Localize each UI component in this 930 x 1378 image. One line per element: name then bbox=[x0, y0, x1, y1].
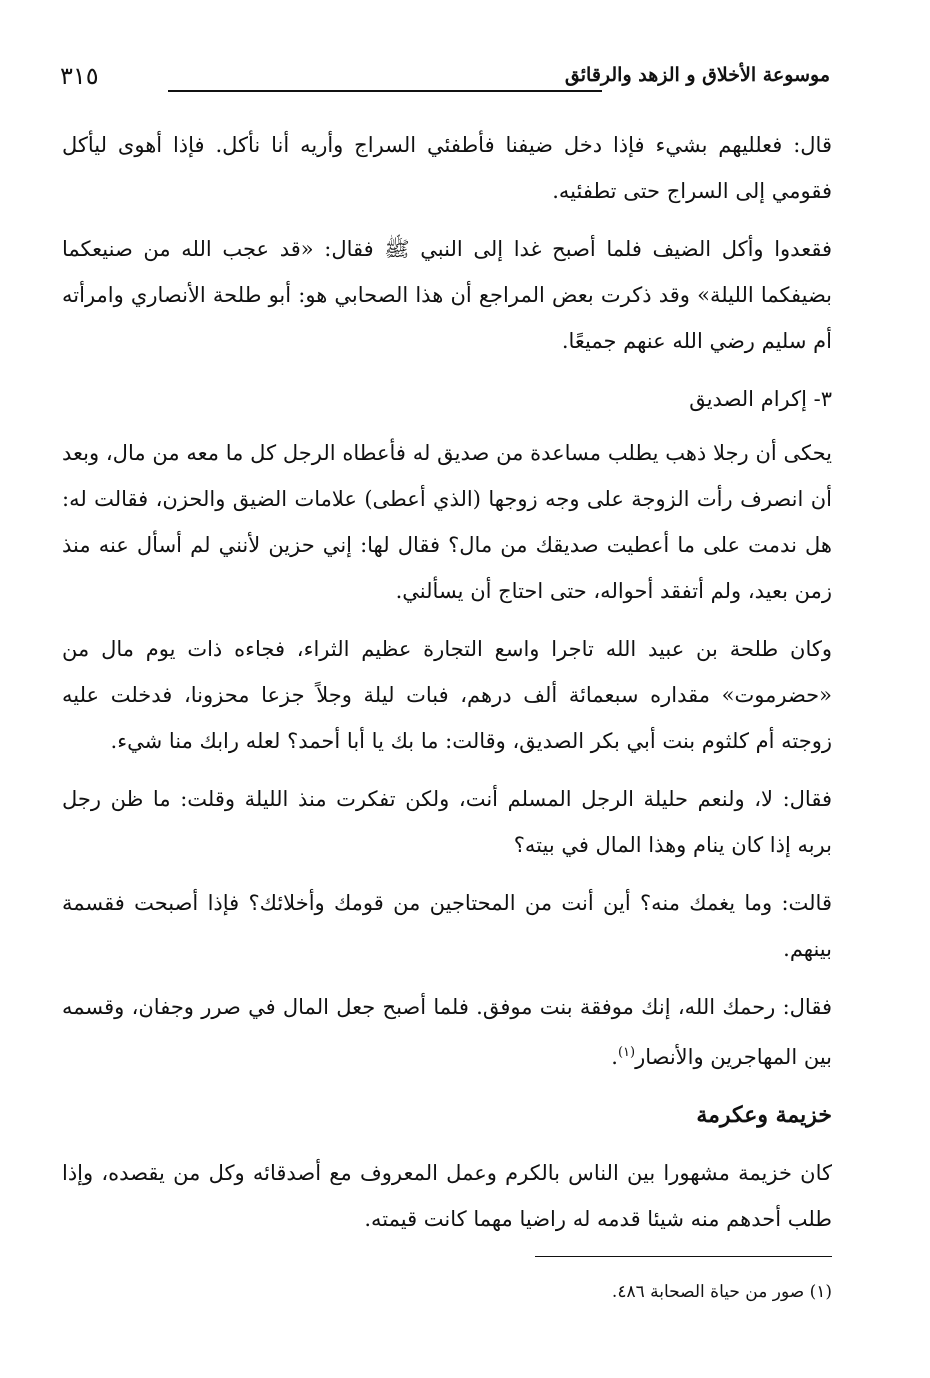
paragraph-7-text: فقال: رحمك الله، إنك موفقة بنت موفق. فلما أصبح جعل المال في صرر وجفان، وقسمه بين المهاجرين والأنصار bbox=[62, 995, 832, 1069]
paragraph-3: يحكى أن رجلا ذهب يطلب مساعدة من صديق له فأعطاه الرجل كل ما معه من مال، وبعد أن انصرف رأت الزوجة على وجه زوجها (الذي أعطى) علامات الضيق والحزن، فقالت له: هل ندمت على ما أعطيت صديقك من مال؟ فقال لها: إني حزين لأنني لم أسأل عنه منذ زمن بعيد، ولم أتفقد أحواله، حتى احتاج أن يسألني. bbox=[62, 441, 832, 603]
footnote: (١) صور من حياة الصحابة ٤٨٦. bbox=[611, 1282, 832, 1302]
page-body bbox=[62, 122, 832, 1254]
footnote-separator bbox=[535, 1256, 832, 1257]
book-title: موسوعة الأخلاق و الزهد والرقائق bbox=[564, 64, 830, 86]
page-number: ٣١٥ bbox=[60, 62, 99, 90]
header-rule bbox=[168, 90, 602, 92]
paragraph-5: فقال: لا، ولنعم حليلة الرجل المسلم أنت، ولكن تفكرت منذ الليلة وقلت: ما ظن رجل بربه إذا كان ينام وهذا المال في بيته؟ bbox=[62, 787, 832, 857]
paragraph-2: فقعدوا وأكل الضيف فلما أصبح غدا إلى النبي ﷺ فقال: «قد عجب الله من صنيعكما بضيفكما الليلة» وقد ذكرت بعض المراجع أن هذا الصحابي هو: أبو طلحة الأنصاري وامرأته أم سليم رضي الله عنهم جميعًا. bbox=[62, 237, 832, 353]
paragraph-1: قال: فعلليهم بشيء فإذا دخل ضيفنا فأطفئي السراج وأريه أنا نأكل. فإذا أهوى ليأكل فقومي إلى السراج حتى تطفئيه. bbox=[62, 133, 832, 203]
paragraph-7 bbox=[62, 984, 832, 1080]
paragraph-6: قالت: وما يغمك منه؟ أين أنت من المحتاجين من قومك وأخلائك؟ فإذا أصبحت فقسمة بينهم. bbox=[62, 891, 832, 961]
page-header bbox=[60, 62, 830, 98]
paragraph-8: كان خزيمة مشهورا بين الناس بالكرم وعمل المعروف مع أصدقائه وكل من يقصده، وإذا طلب أحدهم منه شيئا قدمه له راضيا مهما كانت قيمته. bbox=[62, 1161, 832, 1231]
section-number-heading: ٣- إكرام الصديق bbox=[689, 387, 832, 411]
footnote-reference: (١) bbox=[617, 1045, 636, 1060]
paragraph-4: وكان طلحة بن عبيد الله تاجرا واسع التجارة عظيم الثراء، فجاءه ذات يوم مال من «حضرموت» مقداره سبعمائة ألف درهم، فبات ليلة وجلاً جزعا محزونا، فدخلت عليه زوجته أم كلثوم بنت أبي بكر الصديق، وقالت: ما بك يا أبا أحمد؟ لعله رابك منا شيء. bbox=[62, 637, 832, 753]
section-heading: خزيمة وعكرمة bbox=[696, 1102, 832, 1128]
paragraph-7-end: . bbox=[611, 1045, 618, 1069]
